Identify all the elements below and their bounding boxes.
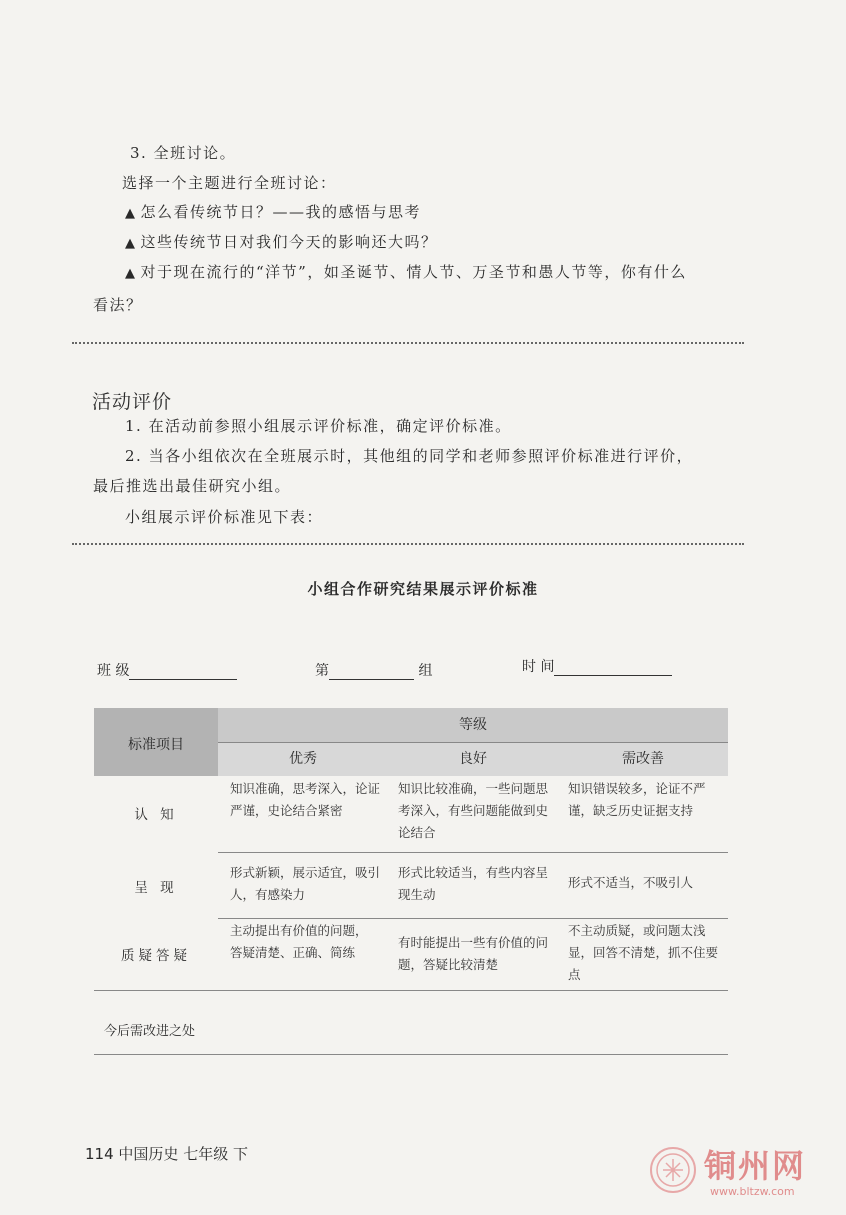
discussion-heading: 3. 全班讨论。 [130, 144, 237, 162]
table-cell: 知识准确，思考深入，论证严谨，史论结合紧密 [230, 781, 381, 818]
evaluation-item-2-cont: 最后推选出最佳研究小组。 [93, 477, 292, 495]
grade-good: 良好 [459, 751, 487, 767]
evaluation-item-1: 1. 在活动前参照小组展示评价标准，确定评价标准。 [125, 417, 512, 435]
header-criteria: 标准项目 [128, 737, 184, 753]
triangle-bullet-icon: ▲ [125, 266, 137, 281]
page-number: 114 [85, 1145, 114, 1163]
watermark-url: www.bltzw.com [710, 1185, 795, 1198]
table-cell: 形式不适当，不吸引人 [568, 875, 694, 890]
class-field: 班 级 [97, 660, 237, 680]
dotted-divider [72, 342, 744, 344]
time-blank [554, 661, 672, 676]
triangle-bullet-icon: ▲ [125, 236, 137, 251]
table-cell: 形式新颖，展示适宜，吸引人，有感染力 [230, 865, 381, 902]
table-cell: 知识错误较多，论证不严谨，缺乏历史证据支持 [568, 781, 706, 818]
dotted-divider [72, 543, 744, 545]
table-row [94, 776, 728, 852]
row-label: 呈 现 [134, 880, 178, 896]
grade-excellent: 优秀 [289, 751, 317, 767]
table-cell: 不主动质疑，或问题太浅显，回答不清楚，抓不住要点 [568, 923, 719, 982]
evaluation-item-2: 2. 当各小组依次在全班展示时，其他组的同学和老师参照评价标准进行评价， [125, 447, 694, 465]
watermark-name: 铜州网 [704, 1147, 807, 1185]
class-blank [129, 665, 237, 680]
time-field: 时 间 [522, 656, 672, 676]
triangle-bullet-icon: ▲ [125, 206, 137, 221]
evaluation-table [94, 708, 728, 1070]
grade-needs-improvement: 需改善 [622, 751, 664, 767]
table-cell: 主动提出有价值的问题，答疑清楚、正确、简练 [230, 923, 368, 960]
group-blank [329, 665, 414, 680]
table-row [94, 852, 728, 918]
topic-item: ▲ 怎么看传统节日？——我的感悟与思考 [125, 203, 422, 221]
discussion-intro: 选择一个主题进行全班讨论： [122, 174, 337, 192]
row-label: 质疑答疑 [121, 948, 191, 964]
evaluation-note: 小组展示评价标准见下表： [125, 508, 324, 526]
watermark [648, 1137, 838, 1207]
table-cell: 有时能提出一些有价值的问题，答疑比较清楚 [398, 935, 549, 972]
table-row [94, 918, 728, 990]
topic-item: ▲ 这些传统节日对我们今天的影响还大吗？ [125, 233, 438, 251]
row-label: 认 知 [134, 807, 178, 823]
table-cell: 知识比较准确，一些问题思考深入，有些问题能做到史论结合 [398, 781, 549, 840]
improvement-label: 今后需改进之处 [104, 1024, 196, 1039]
header-grade: 等级 [459, 717, 487, 733]
page-footer [85, 1143, 248, 1164]
table-cell: 形式比较适当，有些内容呈现生动 [398, 865, 549, 902]
section-title: 活动评价 [92, 391, 173, 413]
topic-item: ▲ 对于现在流行的“洋节”，如圣诞节、情人节、万圣节和愚人节等，你有什么 [125, 263, 687, 281]
table-title: 小组合作研究结果展示评价标准 [307, 580, 539, 598]
book-title: 中国历史 七年级 下 [118, 1145, 248, 1163]
group-field: 第 组 [315, 663, 433, 679]
topic-continuation: 看法？ [93, 296, 143, 314]
watermark-logo-icon [648, 1145, 698, 1195]
